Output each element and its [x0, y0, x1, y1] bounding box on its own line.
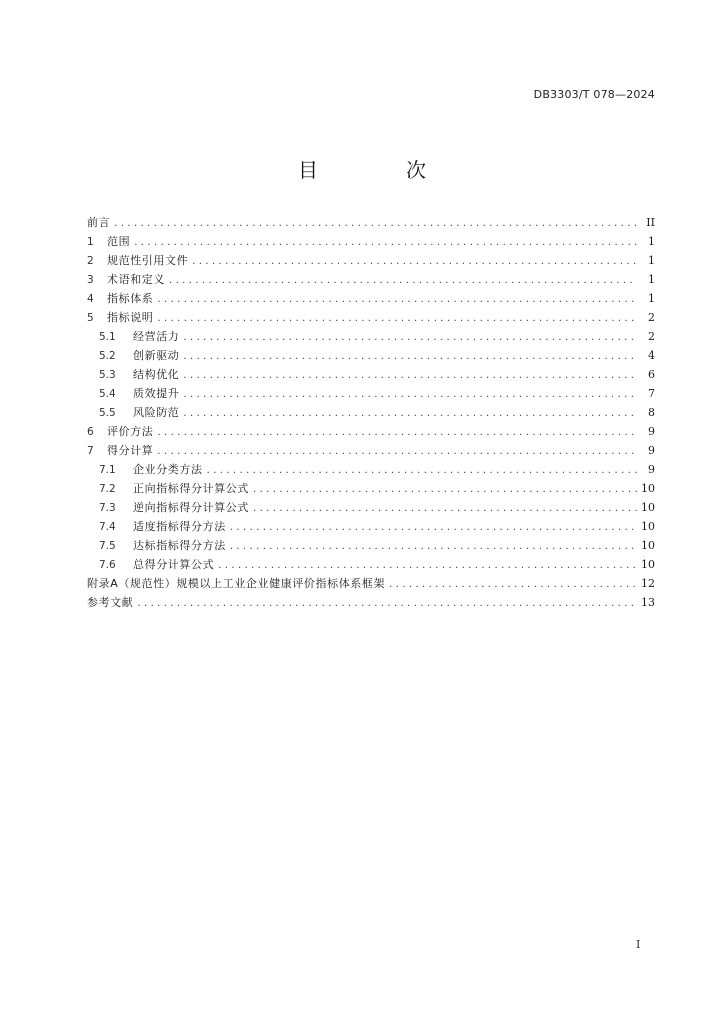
toc-entry-number: 2: [87, 255, 94, 267]
dot-leader: [253, 480, 637, 499]
toc-entry-7-3[interactable]: [87, 498, 655, 517]
toc-entry-title: 经营活力: [133, 330, 180, 343]
toc-entry-number: 1: [87, 236, 94, 248]
toc-entry-5-1[interactable]: [87, 327, 655, 346]
toc-entry-number: 7.3: [99, 502, 116, 514]
toc-entry-number: 5: [87, 312, 94, 324]
toc-entry-number: 7.1: [99, 464, 116, 476]
dot-leader: [134, 233, 637, 252]
dot-leader: [183, 404, 637, 423]
toc-entry-number: 4: [87, 293, 94, 305]
dot-leader: [389, 575, 637, 594]
toc-entry-7[interactable]: [87, 441, 655, 460]
toc-entry-page: 10: [641, 482, 655, 495]
dot-leader: [157, 442, 637, 461]
toc-entry-7-2[interactable]: [87, 479, 655, 498]
toc-entry-number: 7.4: [99, 521, 116, 533]
toc-entry-title: 评价方法: [107, 425, 154, 438]
dot-leader: [183, 366, 637, 385]
toc-entry-title: 范围: [107, 235, 131, 248]
dot-leader: [183, 328, 637, 347]
toc-entry-title: 达标指标得分方法: [133, 539, 226, 552]
toc-entry-title: 创新驱动: [133, 349, 180, 362]
dot-leader: [157, 290, 637, 309]
toc-entry-7-6[interactable]: [87, 555, 655, 574]
toc-entry-number: 5.3: [99, 369, 116, 381]
toc-entry-7-1[interactable]: [87, 460, 655, 479]
toc-entry-title: 指标说明: [107, 311, 154, 324]
dot-leader: [192, 252, 637, 271]
toc-entry-number: 5.2: [99, 350, 116, 362]
toc-entry-page: 10: [641, 520, 655, 533]
toc-entry-page: II: [646, 216, 655, 229]
toc-entry-title: 附录A（规范性）规模以上工业企业健康评价指标体系框架: [87, 577, 386, 590]
toc-entry-7-5[interactable]: [87, 536, 655, 555]
toc-entry-title: 参考文献: [87, 596, 134, 609]
toc-entry-title: 指标体系: [107, 292, 154, 305]
toc-entry-page: 4: [648, 349, 655, 362]
toc-entry-page: 1: [648, 235, 655, 248]
toc-entry-title: 逆向指标得分计算公式: [133, 501, 249, 514]
dot-leader: [169, 271, 637, 290]
toc-entry-preface[interactable]: [87, 213, 655, 232]
toc-entry-title: 正向指标得分计算公式: [133, 482, 249, 495]
toc-entry-number: 7.5: [99, 540, 116, 552]
toc-entry-page: 1: [648, 254, 655, 267]
toc-entry-number: 7.2: [99, 483, 116, 495]
toc-entry-page: 10: [641, 501, 655, 514]
toc-entry-title: 适度指标得分方法: [133, 520, 226, 533]
toc-entry-3[interactable]: [87, 270, 655, 289]
toc-entry-page: 6: [648, 368, 655, 381]
toc-entry-page: 10: [641, 558, 655, 571]
dot-leader: [183, 347, 637, 366]
dot-leader: [183, 385, 637, 404]
toc-entry-page: 2: [648, 311, 655, 324]
toc-entry-5-5[interactable]: [87, 403, 655, 422]
toc-entry-6[interactable]: [87, 422, 655, 441]
toc-entry-page: 7: [648, 387, 655, 400]
toc-entry-title: 企业分类方法: [133, 463, 203, 476]
dot-leader: [157, 423, 637, 442]
toc-entry-page: 9: [648, 444, 655, 457]
toc-entry-5[interactable]: [87, 308, 655, 327]
toc-entry-number: 7: [87, 445, 94, 457]
toc-entry-title: 质效提升: [133, 387, 180, 400]
table-of-contents: [87, 213, 655, 612]
toc-entry-title: 规范性引用文件: [107, 254, 189, 267]
toc-entry-page: 9: [648, 463, 655, 476]
page-number: I: [636, 938, 641, 951]
toc-entry-references[interactable]: [87, 593, 655, 612]
toc-entry-number: 6: [87, 426, 94, 438]
toc-entry-title: 风险防范: [133, 406, 180, 419]
toc-entry-number: 5.5: [99, 407, 116, 419]
toc-entry-page: 1: [648, 292, 655, 305]
toc-title: 目 次: [298, 158, 460, 182]
toc-entry-page: 12: [641, 577, 655, 590]
toc-entry-5-4[interactable]: [87, 384, 655, 403]
toc-entry-page: 1: [648, 273, 655, 286]
toc-entry-page: 2: [648, 330, 655, 343]
dot-leader: [230, 518, 637, 537]
document-code: DB3303/T 078—2024: [533, 88, 655, 101]
toc-entry-page: 9: [648, 425, 655, 438]
toc-entry-7-4[interactable]: [87, 517, 655, 536]
toc-entry-number: 3: [87, 274, 94, 286]
dot-leader: [253, 499, 637, 518]
toc-entry-title: 结构优化: [133, 368, 180, 381]
toc-entry-title: 前言: [87, 216, 111, 229]
dot-leader: [157, 309, 637, 328]
toc-entry-1[interactable]: [87, 232, 655, 251]
dot-leader: [230, 537, 637, 556]
toc-entry-5-2[interactable]: [87, 346, 655, 365]
toc-entry-4[interactable]: [87, 289, 655, 308]
toc-entry-number: 5.4: [99, 388, 116, 400]
toc-entry-number: 5.1: [99, 331, 116, 343]
dot-leader: [207, 461, 637, 480]
dot-leader: [114, 214, 637, 233]
toc-entry-5-3[interactable]: [87, 365, 655, 384]
toc-entry-number: 7.6: [99, 559, 116, 571]
dot-leader: [218, 556, 637, 575]
toc-entry-title: 术语和定义: [107, 273, 165, 286]
toc-entry-appendix-a[interactable]: [87, 574, 655, 593]
dot-leader: [137, 594, 637, 613]
toc-entry-page: 8: [648, 406, 655, 419]
toc-entry-title: 总得分计算公式: [133, 558, 215, 571]
toc-entry-page: 13: [641, 596, 655, 609]
toc-entry-title: 得分计算: [107, 444, 154, 457]
toc-entry-page: 10: [641, 539, 655, 552]
toc-entry-2[interactable]: [87, 251, 655, 270]
